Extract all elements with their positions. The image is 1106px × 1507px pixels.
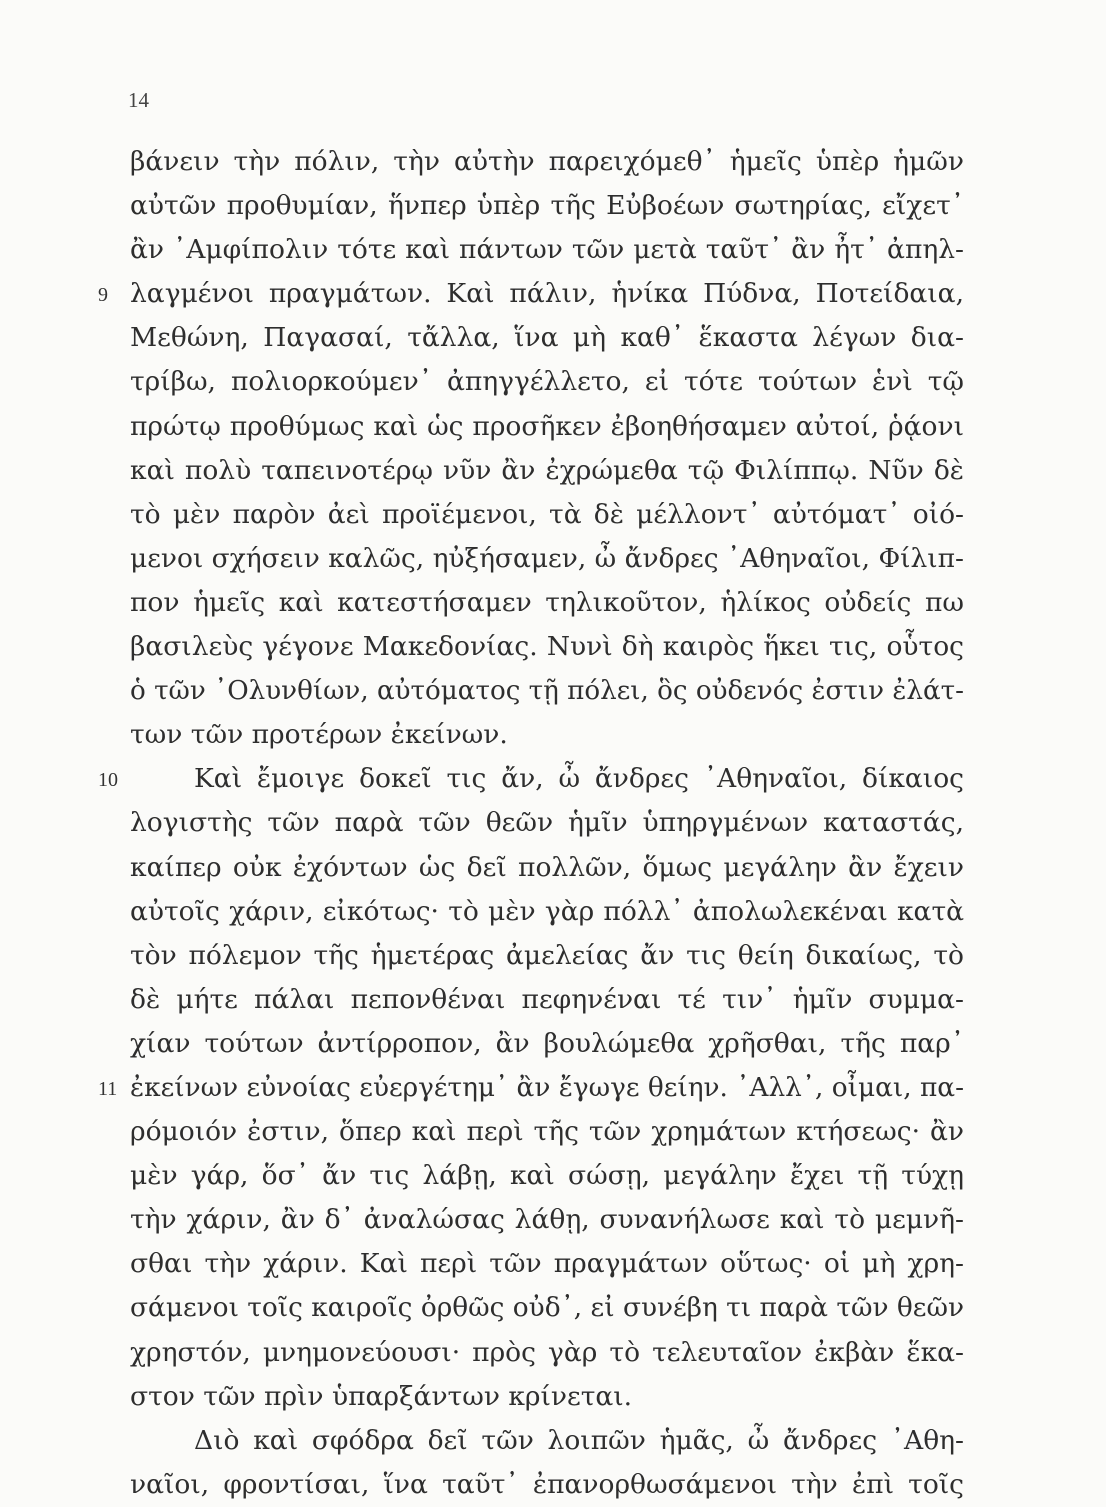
- text-line: [130, 581, 964, 625]
- line-text: τρίβω, πολιορκούμεν᾽ ἀπηγγέλλετο, εἰ τότε τούτων ἑνὶ τῷ: [130, 366, 964, 398]
- section-number: 10: [98, 769, 118, 792]
- text-line: [130, 978, 964, 1022]
- line-text: πον ἡμεῖς καὶ κατεστήσαμεν τηλικοῦτον, ἡλίκος οὐδείς πω: [130, 586, 964, 618]
- line-text: ἂν ᾿Αμφίπολιν τότε καὶ πάντων τῶν μετὰ ταῦτ᾽ ἂν ἦτ᾽ ἀπηλ-: [130, 234, 964, 266]
- line-text: των τῶν προτέρων ἐκείνων.: [130, 719, 508, 751]
- line-text: μὲν γάρ, ὅσ᾽ ἄν τις λάβῃ, καὶ σώσῃ, μεγάλην ἔχει τῇ τύχῃ: [130, 1160, 964, 1192]
- line-text: καὶ πολὺ ταπεινοτέρῳ νῦν ἂν ἐχρώμεθα τῷ Φιλίππῳ. Νῦν δὲ: [130, 454, 964, 486]
- line-text: ναῖοι, φροντίσαι, ἵνα ταῦτ᾽ ἐπανορθωσάμενοι τὴν ἐπὶ τοῖς: [130, 1468, 964, 1500]
- line-text: στον τῶν πρὶν ὑπαρξάντων κρίνεται.: [130, 1380, 633, 1412]
- line-text: βασιλεὺς γέγονε Μακεδονίας. Νυνὶ δὴ καιρὸς ἥκει τις, οὗτος: [130, 631, 964, 663]
- text-line: [130, 493, 964, 537]
- text-line: [130, 360, 964, 404]
- section-number: 11: [98, 1077, 118, 1100]
- text-line: [98, 1066, 964, 1110]
- text-line: [130, 934, 964, 978]
- line-text: μενοι σχήσειν καλῶς, ηὐξήσαμεν, ὦ ἄνδρες ᾿Αθηναῖοι, Φίλιπ-: [130, 542, 964, 574]
- text-line: [130, 1375, 964, 1419]
- line-text: χρηστόν, μνημονεύουσι· πρὸς γὰρ τὸ τελευταῖον ἐκβὰν ἕκα-: [130, 1336, 964, 1368]
- line-text: χίαν τούτων ἀντίρροπον, ἂν βουλώμεθα χρῆσθαι, τῆς παρ᾽: [130, 1027, 964, 1059]
- line-text: Μεθώνη, Παγασαί, τἄλλα, ἵνα μὴ καθ᾽ ἕκαστα λέγων δια-: [130, 322, 964, 354]
- text-line: [130, 316, 964, 360]
- text-line: [130, 449, 964, 493]
- line-text: ὁ τῶν ᾿Ολυνθίων, αὐτόματος τῇ πόλει, ὃς οὐδενός ἐστιν ἐλάτ-: [130, 675, 964, 707]
- text-line: [130, 184, 964, 228]
- line-text: αὐτῶν προθυμίαν, ἥνπερ ὑπὲρ τῆς Εὐβοέων σωτηρίας, εἴχετ᾽: [130, 190, 964, 222]
- text-line: [130, 228, 964, 272]
- text-line: [130, 1198, 964, 1242]
- section-number: 9: [98, 284, 108, 307]
- text-line: [130, 713, 964, 757]
- text-line: [130, 405, 964, 449]
- text-line: [130, 1110, 964, 1154]
- text-line: [130, 669, 964, 713]
- text-line: [98, 272, 964, 316]
- line-text: τὴν χάριν, ἂν δ᾽ ἀναλώσας λάθῃ, συνανήλωσε καὶ τὸ μεμνῆ-: [130, 1204, 964, 1236]
- text-line: [130, 846, 964, 890]
- text-line: [130, 1022, 964, 1066]
- line-text: τὸν πόλεμον τῆς ἡμετέρας ἀμελείας ἄν τις θείη δικαίως, τὸ: [130, 939, 964, 971]
- line-text: λογιστὴς τῶν παρὰ τῶν θεῶν ἡμῖν ὑπηργμένων καταστάς,: [130, 807, 964, 839]
- text-line: [130, 1419, 964, 1463]
- line-text: σθαι τὴν χάριν. Καὶ περὶ τῶν πραγμάτων οὕτως· οἱ μὴ χρη-: [130, 1248, 964, 1280]
- text-line: [130, 1463, 964, 1507]
- line-text: βάνειν τὴν πόλιν, τὴν αὐτὴν παρειχόμεθ᾽ ἡμεῖς ὑπὲρ ἡμῶν: [130, 146, 964, 177]
- line-text: σάμενοι τοῖς καιροῖς ὀρθῶς οὐδ᾽, εἰ συνέβη τι παρὰ τῶν θεῶν: [130, 1292, 964, 1324]
- line-text: καίπερ οὐκ ἐχόντων ὡς δεῖ πολλῶν, ὅμως μεγάλην ἂν ἔχειν: [130, 851, 964, 883]
- text-line: [130, 890, 964, 934]
- line-text: Διὸ καὶ σφόδρα δεῖ τῶν λοιπῶν ἡμᾶς, ὦ ἄνδρες ᾿Αθη-: [194, 1424, 964, 1456]
- line-text: δὲ μήτε πάλαι πεπονθέναι πεφηνέναι τέ τιν᾽ ἡμῖν συμμα-: [130, 983, 964, 1015]
- text-line: [130, 801, 964, 845]
- text-line: [130, 140, 964, 184]
- text-line: [130, 1242, 964, 1286]
- text-line: [130, 625, 964, 669]
- text-line: [130, 1331, 964, 1375]
- page-number: 14: [128, 88, 149, 112]
- text-line: [130, 537, 964, 581]
- greek-text-body: [98, 140, 964, 1507]
- line-text: Καὶ ἔμοιγε δοκεῖ τις ἄν, ὦ ἄνδρες ᾿Αθηναῖοι, δίκαιος: [194, 763, 964, 795]
- text-line: [130, 1154, 964, 1198]
- text-line: [98, 757, 964, 801]
- line-text: ρόμοιόν ἐστιν, ὅπερ καὶ περὶ τῆς τῶν χρημάτων κτήσεως· ἂν: [130, 1116, 964, 1148]
- line-text: ἐκείνων εὐνοίας εὐεργέτημ᾽ ἂν ἔγωγε θείην. ᾿Αλλ᾽, οἶμαι, πα-: [130, 1071, 964, 1103]
- line-text: τὸ μὲν παρὸν ἀεὶ προϊέμενοι, τὰ δὲ μέλλοντ᾽ αὐτόματ᾽ οἰό-: [130, 498, 964, 530]
- line-text: αὐτοῖς χάριν, εἰκότως· τὸ μὲν γὰρ πόλλ᾽ ἀπολωλεκέναι κατὰ: [130, 895, 964, 927]
- line-text: λαγμένοι πραγμάτων. Καὶ πάλιν, ἡνίκα Πύδνα, Ποτείδαια,: [130, 278, 964, 310]
- line-text: πρώτῳ προθύμως καὶ ὡς προσῆκεν ἐβοηθήσαμεν αὐτοί, ῥᾴονι: [130, 410, 964, 442]
- text-line: [130, 1286, 964, 1330]
